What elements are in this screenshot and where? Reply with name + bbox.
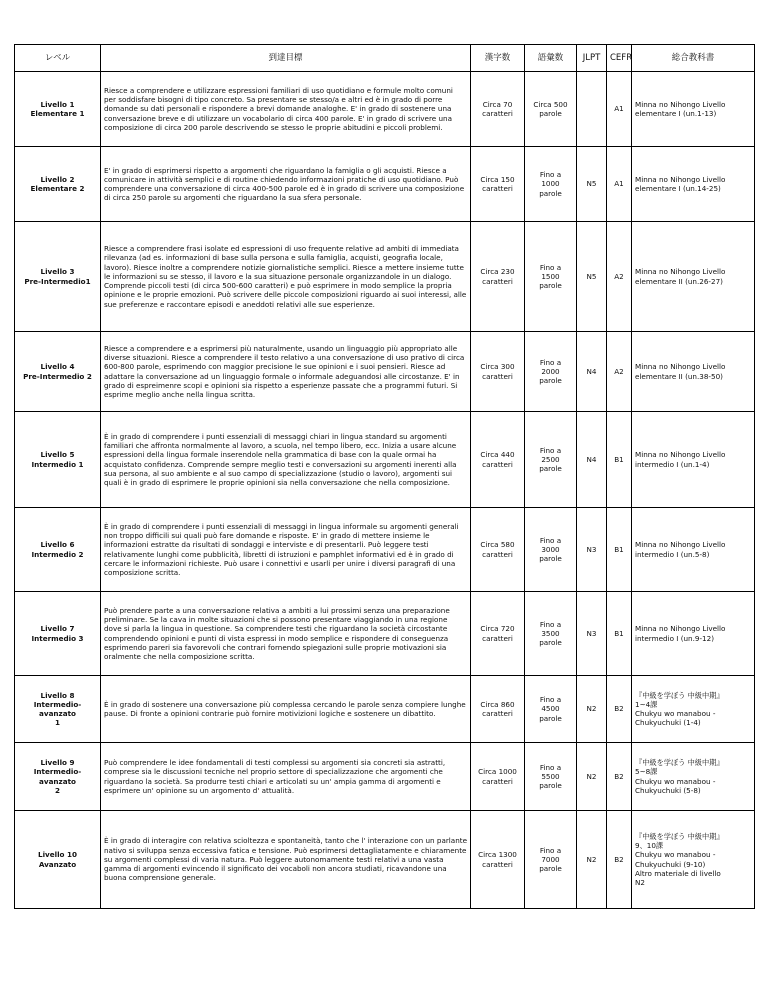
kanji-cell-line: caratteri: [482, 459, 513, 469]
vocab-cell-line: Fino a: [539, 445, 562, 455]
kanji-cell-line: Circa 70: [482, 99, 513, 109]
goal-cell: Riesce a comprendere e utilizzare espressioni familiari di uso quotidiano e formule molto comuni per soddisfare bisogni di tipo concreto. Sa presentare se stesso/a e altri ed è in grado di porre domande su dati personali e rispondere a brevi domande analoghe. E' in grado di sostenere una conversazione breve e di utilizzare un vocabolario di circa 400 parole. E' in grado di scrivere una composizione di circa 200 parole descrivendo se stesso le proprie abitudini e piccoli problemi.: [101, 72, 471, 147]
vocab-cell-line: Fino a: [539, 762, 562, 772]
kanji-cell-line: caratteri: [482, 709, 513, 718]
vocab-cell-line: parole: [539, 464, 562, 474]
kanji-cell-line: caratteri: [482, 184, 513, 193]
table-row: [15, 147, 755, 222]
textbook-cell-line: Chukyuchuki (1-4): [635, 718, 701, 728]
level-cell-line: Livello 7: [40, 624, 75, 634]
vocab-cell-line: parole: [539, 109, 562, 118]
textbook-cell: [632, 332, 755, 412]
level-cell-line: 1: [54, 718, 60, 728]
textbook-cell-line: Minna no Nihongo Livello: [635, 174, 726, 184]
kanji-cell-line: caratteri: [482, 776, 513, 786]
vocab-cell: [525, 412, 577, 508]
level-cell-line: Intermedio-avanzato: [33, 767, 82, 786]
header-level: レベル: [15, 45, 101, 72]
vocab-cell-line: 2000: [541, 366, 560, 376]
jlpt-cell: N2: [577, 811, 607, 909]
curriculum-table: [14, 44, 755, 909]
jlpt-cell: N5: [577, 222, 607, 332]
kanji-cell-line: Circa 1000: [478, 767, 517, 777]
textbook-cell-line: intermedio I (un.9-12): [635, 633, 715, 643]
vocab-cell-line: Fino a: [539, 170, 562, 180]
textbook-cell-line: 9、10課: [635, 841, 664, 851]
cefr-cell: B2: [607, 676, 632, 743]
textbook-cell: [632, 743, 755, 811]
table-row: [15, 332, 755, 412]
cefr-cell: B2: [607, 811, 632, 909]
level-cell-line: Livello 8: [40, 690, 75, 700]
table-row: [15, 72, 755, 147]
vocab-cell-line: Fino a: [539, 535, 562, 545]
vocab-cell-line: parole: [539, 554, 562, 564]
kanji-cell: [471, 743, 525, 811]
kanji-cell: [471, 332, 525, 412]
goal-cell: Può comprendere le idee fondamentali di testi complessi su argomenti sia concreti sia astratti, comprese sia le discussioni tecniche nel proprio settore di specializzazione che argomenti che riguardano la società. Sa produrre testi chiari e articolati su un' ampia gamma di argomenti e esprimere un' opinione su un argomento d' attualità.: [101, 743, 471, 811]
table-row: [15, 676, 755, 743]
goal-cell: È in grado di sostenere una conversazione più complessa cercando le parole senza compiere lunghe pause. Di fronte a opinioni contrarie può fornire motivizioni logiche e sostenere un dibattito.: [101, 676, 471, 743]
level-cell: [15, 222, 101, 332]
goal-cell: Riesce a comprendere frasi isolate ed espressioni di uso frequente relative ad ambiti di immediata rilevanza (ad es. informazioni di base sulla persona e sulla famiglia, acquisti, geografia locale, lavoro). Riesce inoltre a comprendere notizie giornalistiche semplici. Riesce a mettere insieme tutte le informazioni su se stesso, il lavoro e la sua situazione personale organizzandole in un dialogo. Comprende piccoli testi (di circa 500-600 caratteri) e può esprimere in modo semplice la propria opinione e le proprie emozioni. Può scrivere delle piccole composizioni riguardo ai suoi interessi, alle sue preferenze e raccontare episodi e aneddoti relativi alle sue esperienze.: [101, 222, 471, 332]
cefr-cell: A2: [607, 332, 632, 412]
vocab-cell-line: 3000: [541, 544, 560, 554]
textbook-cell-line: intermedio I (un.5-8): [635, 549, 710, 559]
level-cell-line: Elementare 2: [30, 184, 85, 193]
textbook-cell-line: Chukyuchuki (5-8): [635, 785, 701, 795]
cefr-cell: B1: [607, 508, 632, 592]
vocab-cell-line: Fino a: [539, 619, 562, 629]
level-cell-line: Pre-Intermedio 2: [23, 371, 92, 381]
vocab-cell-line: 3500: [541, 628, 560, 638]
level-cell: [15, 72, 101, 147]
textbook-cell: [632, 508, 755, 592]
goal-cell: Riesce a comprendere e a esprimersi più naturalmente, usando un linguaggio più appropriato alle diverse situazioni. Riesce a comprendere il testo relativo a una conversazione di uso prativo di circa 600-800 parole, esprimendo con maggior precisione le sue opinioni e i suoi pensieri. Riesce ad adattare la conversazione ad un linguaggio formale o informale adeguandosi alle circostanze. E' in grado di espreimenre scopi e opinioni sia rispetto a esperienze passate che a programmi futuri. Si esprime meglio anche nella lingua scritta.: [101, 332, 471, 412]
textbook-cell-line: Minna no Nihongo Livello: [635, 267, 726, 277]
vocab-cell-line: parole: [539, 376, 562, 386]
cefr-cell: B1: [607, 592, 632, 676]
jlpt-cell: N5: [577, 147, 607, 222]
header-kanji: 漢字数: [471, 45, 525, 72]
header-row: [15, 45, 755, 72]
textbook-cell: [632, 412, 755, 508]
textbook-cell-line: 1~4課: [635, 699, 658, 709]
goal-cell: È in grado di comprendere i punti essenziali di messaggi in lingua informale su argomenti generali non troppo difficili sui quali può fare domande e risposte. E' in grado di mettere insieme le informazioni estratte da risultati di sondaggi e interviste e di presentarli. Può leggere testi relativamente lunghi come pubblicità, libretti di istruzioni e pamphlet informativi ed è in grado di cercare le informazioni richieste. Può usare i connettivi e usarli per unire i diversi paragrafi di una composizione scritta.: [101, 508, 471, 592]
jlpt-cell: N4: [577, 412, 607, 508]
table-row: [15, 412, 755, 508]
level-cell-line: Livello 9: [40, 758, 75, 768]
vocab-cell: [525, 743, 577, 811]
cefr-cell: A1: [607, 147, 632, 222]
vocab-cell: [525, 332, 577, 412]
kanji-cell-line: caratteri: [482, 549, 513, 559]
textbook-cell-line: Chukyu wo manabou -: [635, 709, 716, 718]
level-cell-line: Livello 1: [40, 99, 75, 109]
vocab-cell: [525, 592, 577, 676]
vocab-cell-line: 2500: [541, 454, 560, 464]
level-cell: [15, 811, 101, 909]
level-cell-line: Pre-Intermedio1: [24, 276, 91, 286]
header-vocab: 語彙数: [525, 45, 577, 72]
vocab-cell: [525, 508, 577, 592]
header-jlpt: JLPT: [577, 45, 607, 72]
textbook-cell-line: Altro materiale di livello: [635, 868, 721, 878]
jlpt-cell: N3: [577, 592, 607, 676]
level-cell-line: Intermedio 3: [31, 633, 84, 643]
kanji-cell-line: caratteri: [482, 109, 513, 118]
goal-cell: Può prendere parte a una conversazione relativa a ambiti a lui prossimi senza una preparazione preliminare. Se la cava in molte situazioni che si possono presentare viaggiando in una regione dove si parla la lingua in questione. Sa comprendere testi che riguardano la società circostante comprendendo opinioni e punti di vista espressi in modo semplice e rispondere di conseguenza esprimendo pareri sia favorevoli che contrari fornendo spiegazioni sulle proprie motivazioni sia oralmente che nella composizione scritta.: [101, 592, 471, 676]
vocab-cell-line: parole: [539, 781, 562, 791]
textbook-cell: [632, 222, 755, 332]
level-cell: [15, 508, 101, 592]
jlpt-cell: N2: [577, 676, 607, 743]
vocab-cell: [525, 222, 577, 332]
level-cell: [15, 332, 101, 412]
kanji-cell-line: Circa 300: [480, 362, 515, 372]
kanji-cell-line: Circa 150: [480, 174, 515, 184]
kanji-cell-line: Circa 580: [480, 540, 515, 550]
vocab-cell-line: parole: [539, 864, 562, 874]
kanji-cell: [471, 222, 525, 332]
textbook-cell-line: intermedio I (un.1-4): [635, 459, 710, 469]
table-row: [15, 592, 755, 676]
kanji-cell: [471, 811, 525, 909]
vocab-cell-line: Fino a: [539, 845, 562, 855]
kanji-cell-line: Circa 230: [480, 267, 515, 277]
vocab-cell-line: 1000: [541, 179, 560, 189]
kanji-cell-line: Circa 720: [480, 624, 515, 634]
kanji-cell-line: Circa 860: [480, 699, 515, 709]
kanji-cell: [471, 592, 525, 676]
vocab-cell-line: Fino a: [539, 262, 562, 272]
textbook-cell-line: elementare II (un.38-50): [635, 371, 723, 381]
table-row: [15, 222, 755, 332]
level-cell: [15, 592, 101, 676]
vocab-cell: [525, 676, 577, 743]
level-cell-line: Livello 2: [40, 174, 75, 184]
textbook-cell-line: 『中級を学ぼう 中級中期』: [635, 690, 724, 700]
textbook-cell: [632, 811, 755, 909]
textbook-cell-line: elementare I (un.14-25): [635, 184, 721, 193]
kanji-cell-line: Circa 1300: [478, 850, 517, 860]
kanji-cell: [471, 147, 525, 222]
level-cell: [15, 743, 101, 811]
kanji-cell-line: caratteri: [482, 859, 513, 869]
kanji-cell-line: Circa 440: [480, 450, 515, 460]
vocab-cell-line: parole: [539, 713, 562, 723]
textbook-cell-line: elementare I (un.1-13): [635, 109, 717, 118]
kanji-cell: [471, 72, 525, 147]
vocab-cell-line: 4500: [541, 704, 560, 714]
kanji-cell: [471, 412, 525, 508]
vocab-cell-line: 1500: [541, 271, 560, 281]
cefr-cell: B1: [607, 412, 632, 508]
level-cell-line: Livello 5: [40, 450, 75, 460]
level-cell-line: Elementare 1: [30, 109, 85, 118]
textbook-cell: [632, 592, 755, 676]
vocab-cell-line: 5500: [541, 771, 560, 781]
header-goal: 到達目標: [101, 45, 471, 72]
kanji-cell-line: caratteri: [482, 633, 513, 643]
vocab-cell-line: Fino a: [539, 695, 562, 705]
jlpt-cell: N2: [577, 743, 607, 811]
textbook-cell-line: Minna no Nihongo Livello: [635, 99, 726, 109]
cefr-cell: B2: [607, 743, 632, 811]
textbook-cell: [632, 676, 755, 743]
vocab-cell-line: parole: [539, 188, 562, 198]
textbook-cell-line: 『中級を学ぼう 中級中期』: [635, 758, 724, 768]
textbook-cell-line: Chukyu wo manabou -: [635, 850, 716, 860]
jlpt-cell: [577, 72, 607, 147]
cefr-cell: A2: [607, 222, 632, 332]
goal-cell: E' in grado di esprimersi rispetto a argomenti che riguardano la famiglia o gli acquisti. Riesce a comunicare in attività semplici e di routine chiedendo informazioni pratiche di uso quotidiano. Può comprendere una conversazione di circa 400-500 parole ed è in grado di scrivere una composizione di circa 250 parole su argomenti che riguardano la sua sfera personale.: [101, 147, 471, 222]
kanji-cell-line: caratteri: [482, 371, 513, 381]
textbook-cell-line: 『中級を学ぼう 中級中期』: [635, 831, 724, 841]
textbook-cell: [632, 72, 755, 147]
level-cell-line: Intermedio-avanzato: [33, 699, 82, 718]
vocab-cell-line: 7000: [541, 854, 560, 864]
header-cefr: CEFR: [607, 45, 632, 72]
textbook-cell-line: Minna no Nihongo Livello: [635, 362, 726, 372]
table-row: [15, 811, 755, 909]
level-cell-line: Livello 10: [38, 850, 77, 860]
textbook-cell-line: Chukyuchuki (9-10): [635, 859, 706, 869]
level-cell: [15, 676, 101, 743]
textbook-cell-line: Minna no Nihongo Livello: [635, 624, 726, 634]
level-cell-line: Livello 4: [40, 362, 75, 372]
textbook-cell-line: Minna no Nihongo Livello: [635, 450, 726, 460]
level-cell-line: Intermedio 2: [31, 549, 84, 559]
jlpt-cell: N4: [577, 332, 607, 412]
level-cell: [15, 412, 101, 508]
table-row: [15, 508, 755, 592]
level-cell-line: 2: [54, 785, 60, 795]
textbook-cell-line: 5~8課: [635, 767, 658, 777]
goal-cell: È in grado di comprendere i punti essenziali di messaggi chiari in lingua standard su argomenti familiari che affronta normalmente al lavoro, a scuola, nel tempo libero, ecc. Inizia a usare alcune espressioni della lingua formale inserendole nella grammatica di base con la quale ormai ha acquistato confidenza. Comprende sempre meglio testi e conversazioni su argomenti inerenti alla sua persona, al suo ambiente e al suo campo di specializzazione (studio o lavoro), argomenti sui quali è in grado di esprimere le proprie opinioni sia nella conversazione che nella composizione.: [101, 412, 471, 508]
textbook-cell-line: Minna no Nihongo Livello: [635, 540, 726, 550]
vocab-cell-line: Fino a: [539, 357, 562, 367]
level-cell-line: Intermedio 1: [31, 459, 84, 469]
textbook-cell-line: N2: [635, 877, 645, 887]
textbook-cell-line: Chukyu wo manabou -: [635, 776, 716, 786]
level-cell: [15, 147, 101, 222]
vocab-cell: [525, 147, 577, 222]
table-row: [15, 743, 755, 811]
level-cell-line: Avanzato: [38, 859, 77, 869]
kanji-cell: [471, 508, 525, 592]
jlpt-cell: N3: [577, 508, 607, 592]
level-cell-line: Livello 6: [40, 540, 75, 550]
vocab-cell: [525, 72, 577, 147]
kanji-cell: [471, 676, 525, 743]
cefr-cell: A1: [607, 72, 632, 147]
vocab-cell: [525, 811, 577, 909]
header-textbook: 総合教科書: [632, 45, 755, 72]
textbook-cell-line: elementare II (un.26-27): [635, 276, 723, 286]
textbook-cell: [632, 147, 755, 222]
level-cell-line: Livello 3: [40, 267, 75, 277]
vocab-cell-line: parole: [539, 638, 562, 648]
goal-cell: È in grado di interagire con relativa scioltezza e spontaneità, tanto che l' interazione con un parlante nativo si sviluppa senza eccessiva fatica e tensione. Può esprimersi dettagliatamente e chiaramente su argomenti complessi di varia natura. Può leggere autonomamente testi relativi a una vasta gamma di argomenti evincendo il significato dei vocaboli non ancora studiati, ricavandone una buona comprensione generale.: [101, 811, 471, 909]
vocab-cell-line: Circa 500: [533, 99, 568, 109]
vocab-cell-line: parole: [539, 281, 562, 291]
kanji-cell-line: caratteri: [482, 276, 513, 286]
